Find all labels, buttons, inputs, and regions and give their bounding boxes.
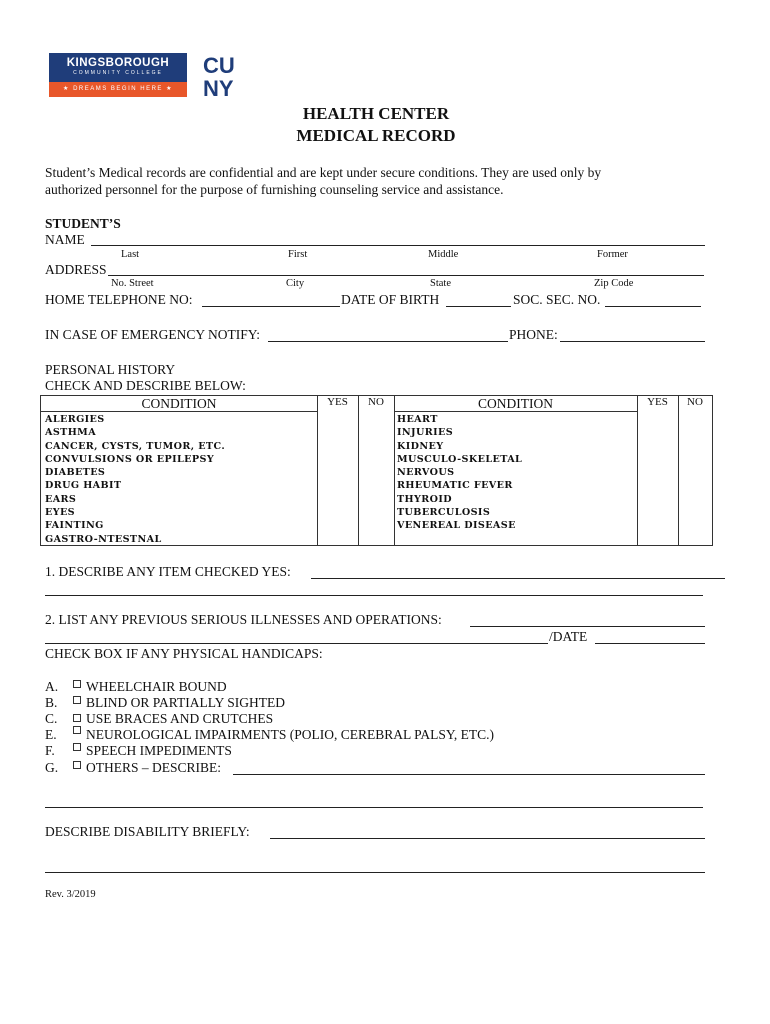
question-2-field-continued[interactable] — [45, 643, 548, 644]
col-yes-left: YES — [327, 396, 348, 408]
col-yes-right: YES — [647, 396, 668, 408]
others-describe-field-continued[interactable] — [45, 807, 703, 808]
question-2-label: 2. LIST ANY PREVIOUS SERIOUS ILLNESSES AND OPERATIONS: — [45, 612, 442, 627]
handicap-checkbox-c[interactable] — [73, 714, 81, 722]
question-1-field-continued[interactable] — [45, 595, 703, 596]
handicap-checkbox-a[interactable] — [73, 680, 81, 688]
condition-item: GASTRO-NTESTNAL — [45, 533, 162, 545]
condition-item: INJURIES — [397, 427, 454, 439]
personal-history-table — [40, 395, 713, 546]
address-sublabel-zip: Zip Code — [594, 278, 634, 289]
condition-item: NERVOUS — [397, 467, 455, 479]
table-divider — [394, 396, 395, 545]
condition-item: EARS — [45, 493, 77, 505]
condition-item: DRUG HABIT — [45, 480, 122, 492]
kingsborough-logo-top — [49, 53, 187, 82]
emergency-field[interactable] — [268, 341, 508, 342]
ssn-field[interactable] — [605, 306, 701, 307]
address-label: ADDRESS — [45, 262, 107, 277]
date-label: /DATE — [549, 629, 588, 644]
condition-item: ASTHMA — [45, 427, 97, 439]
ssn-label: SOC. SEC. NO. — [513, 292, 601, 307]
handicap-label-g: OTHERS – DESCRIBE: — [86, 760, 222, 775]
handicap-checkbox-f[interactable] — [73, 743, 81, 751]
condition-item: CANCER, CYSTS, TUMOR, ETC. — [45, 440, 226, 452]
title-line-1: HEALTH CENTER — [302, 104, 450, 123]
student-heading: STUDENT’S — [45, 216, 121, 231]
date-field[interactable] — [595, 643, 705, 644]
table-divider — [317, 396, 318, 545]
home-phone-field[interactable] — [202, 306, 340, 307]
table-divider — [358, 396, 359, 545]
kingsborough-logo-tagline: ★ DREAMS BEGIN HERE ★ — [49, 82, 187, 97]
handicap-label-b: BLIND OR PARTIALLY SIGHTED — [86, 695, 285, 710]
dob-label: DATE OF BIRTH — [341, 292, 440, 307]
question-1-field[interactable] — [311, 578, 725, 579]
condition-item: DIABETES — [45, 467, 106, 479]
condition-item: RHEUMATIC FEVER — [397, 480, 513, 492]
cuny-logo — [203, 53, 243, 97]
emergency-phone-field[interactable] — [560, 341, 705, 342]
cuny-logo-top: CU — [203, 53, 235, 78]
name-sublabel-first: First — [288, 249, 308, 260]
handicap-letter-b: B. — [45, 695, 58, 710]
home-phone-label: HOME TELEPHONE NO: — [45, 292, 193, 307]
handicap-label-e: NEUROLOGICAL IMPAIRMENTS (POLIO, CEREBRAL PALSY, ETC.) — [86, 727, 495, 742]
kingsborough-logo — [49, 53, 187, 97]
disability-field[interactable] — [270, 838, 705, 839]
name-sublabel-former: Former — [597, 249, 628, 260]
address-sublabel-street: No. Street — [111, 278, 154, 289]
kingsborough-logo-name: KINGSBOROUGH — [66, 57, 170, 69]
disability-field-continued[interactable] — [45, 872, 705, 873]
condition-item: THYROID — [397, 493, 452, 505]
intro-line-2: authorized personnel for the purpose of furnishing counseling service and assistance. — [45, 182, 504, 197]
handicap-letter-c: C. — [45, 711, 58, 726]
question-1-label: 1. DESCRIBE ANY ITEM CHECKED YES: — [45, 564, 291, 579]
history-subheading: CHECK AND DESCRIBE BELOW: — [45, 378, 246, 393]
address-field[interactable] — [108, 275, 704, 276]
address-sublabel-state: State — [430, 278, 451, 289]
handicap-checkbox-e[interactable] — [73, 726, 81, 734]
intro-line-1: Student’s Medical records are confidential and are kept under secure conditions. They are used only by — [45, 165, 602, 180]
handicap-letter-a: A. — [45, 679, 59, 694]
condition-item: MUSCULO-SKELETAL — [397, 453, 523, 465]
col-condition-right: CONDITION — [478, 396, 553, 411]
cuny-logo-bottom: NY — [203, 76, 234, 97]
name-sublabel-last: Last — [121, 249, 140, 260]
name-label: NAME — [45, 232, 85, 247]
condition-item: EYES — [45, 507, 76, 519]
page-title — [0, 103, 752, 147]
handicap-letter-g: G. — [45, 760, 59, 775]
handicap-checkbox-b[interactable] — [73, 696, 81, 704]
handicap-letter-f: F. — [45, 743, 55, 758]
emergency-label: IN CASE OF EMERGENCY NOTIFY: — [45, 327, 261, 342]
handicap-letter-e: E. — [45, 727, 57, 742]
name-sublabel-middle: Middle — [428, 249, 459, 260]
history-heading: PERSONAL HISTORY — [45, 362, 176, 377]
revision-note: Rev. 3/2019 — [45, 889, 96, 900]
emergency-phone-label: PHONE: — [509, 327, 558, 342]
handicap-label-a: WHEELCHAIR BOUND — [86, 679, 227, 694]
condition-list-right — [397, 413, 522, 533]
condition-item: TUBERCULOSIS — [397, 507, 491, 519]
table-divider — [637, 396, 638, 545]
condition-item: ALERGIES — [45, 414, 105, 425]
col-condition-left: CONDITION — [141, 396, 217, 411]
table-divider — [678, 396, 679, 545]
kingsborough-logo-sub: COMMUNITY COLLEGE — [73, 70, 163, 76]
condition-item: CONVULSIONS OR EPILEPSY — [45, 453, 215, 465]
title-line-2: MEDICAL RECORD — [296, 126, 456, 145]
name-field[interactable] — [91, 245, 705, 246]
condition-list-left — [45, 413, 225, 546]
question-2-field[interactable] — [470, 626, 705, 627]
condition-item: FAINTING — [45, 520, 104, 532]
handicaps-heading: CHECK BOX IF ANY PHYSICAL HANDICAPS: — [45, 646, 323, 661]
condition-item: VENEREAL DISEASE — [397, 520, 516, 532]
handicap-label-c: USE BRACES AND CRUTCHES — [86, 711, 274, 726]
handicap-label-f: SPEECH IMPEDIMENTS — [86, 743, 232, 758]
handicap-checkbox-g[interactable] — [73, 761, 81, 769]
address-sublabel-city: City — [286, 278, 305, 289]
others-describe-field[interactable] — [233, 774, 705, 775]
disability-label: DESCRIBE DISABILITY BRIEFLY: — [45, 824, 250, 839]
condition-item: KIDNEY — [397, 440, 444, 452]
col-no-right: NO — [687, 396, 703, 408]
dob-field[interactable] — [446, 306, 511, 307]
condition-item: HEART — [397, 414, 438, 425]
col-no-left: NO — [368, 396, 384, 408]
